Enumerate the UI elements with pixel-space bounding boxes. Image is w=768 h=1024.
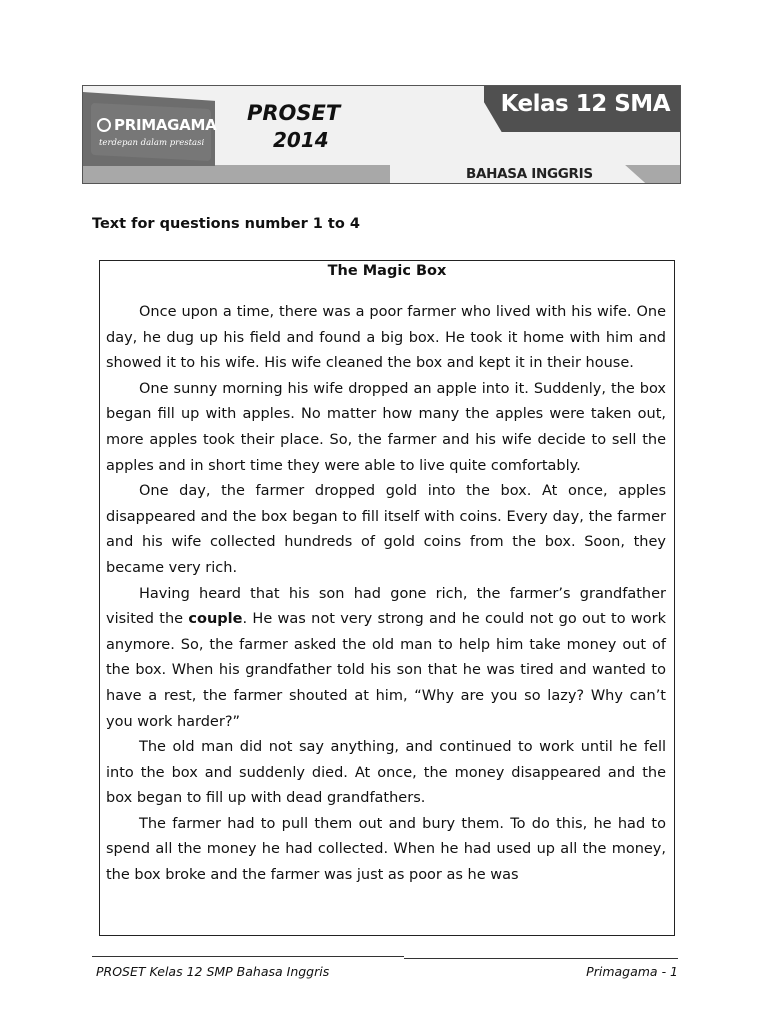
- paragraph-3: One day, the farmer dropped gold into the box. At once, apples disappeared and the box began to fill itself with coins. Every day, the farmer and his wife collected hundreds of gold coins from the box. Soon, they became very rich.: [106, 483, 666, 576]
- footer-title: PROSET Kelas 12 SMP Bahasa Inggris: [96, 964, 330, 979]
- logo: [97, 116, 216, 134]
- class-label: Kelas 12 SMA: [500, 91, 670, 117]
- subject-label: BAHASA INGGRIS: [466, 166, 593, 182]
- footer-divider-left: [92, 956, 404, 957]
- paragraph-4-end: . He was not very strong and he could not go out to work anymore. So, the farmer asked the old man to help him take money out of the box. When his grandfather told his son that he was tired and wanted to have a rest, the farmer shouted at him, “Why are you so lazy? Why can’t you work harder?”: [106, 611, 666, 730]
- product-title: PROSET: [247, 101, 341, 125]
- paragraph-6: The farmer had to pull them out and bury them. To do this, he had to spend all the money he had collected. When he had used up all the money, the box broke and the farmer was just as poor as he was: [106, 815, 666, 884]
- paragraph-2: One sunny morning his wife dropped an apple into it. Suddenly, the box began fill up with apples. No matter how many the apples were taken out, more apples took their place. So, the farmer and his wife decide to sell the apples and in short time they were able to live quite comfortably.: [106, 380, 666, 474]
- product-year: 2014: [273, 128, 329, 152]
- bold-word-couple: couple: [188, 611, 243, 628]
- gear-icon: [97, 118, 111, 132]
- footer-page-number: Primagama - 1: [586, 964, 678, 979]
- footer-divider-right: [404, 958, 678, 959]
- paragraph-4: [100, 582, 674, 736]
- paragraph-4-start: Having heard that his son had gone rich, the farmer’s grandfather visited the: [106, 585, 666, 628]
- header-banner: [82, 85, 681, 184]
- paragraph-1: Once upon a time, there was a poor farmer who lived with his wife. One day, he dug up his field and found a big box. He took it home with him and showed it to his wife. His wife cleaned the box and kept it in their house.: [106, 304, 666, 372]
- paragraph-5: The old man did not say anything, and continued to work until he fell into the box and suddenly died. At once, the money disappeared and the box began to fill up with dead grandfathers.: [106, 739, 666, 807]
- story-title: The Magic Box: [327, 263, 447, 279]
- section-heading: Text for questions number 1 to 4: [92, 216, 360, 232]
- logo-tagline: terdepan dalam prestasi: [99, 138, 205, 148]
- logo-text: PRIMAGAMA: [114, 116, 217, 134]
- story-box: [99, 260, 675, 936]
